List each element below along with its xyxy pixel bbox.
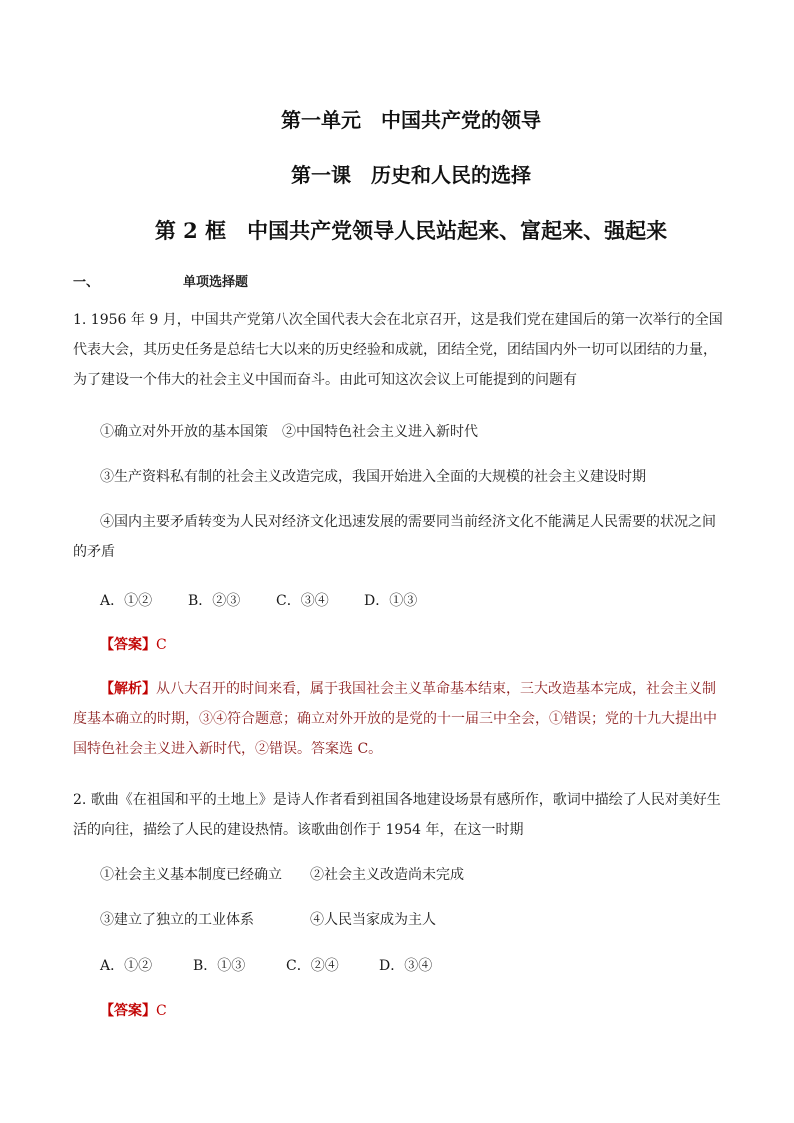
q1-stem: 1. 1956 年 9 月，中国共产党第八次全国代表大会在北京召开，这是我们党在建国后的第一次举行的全国代表大会，其历史任务是总结七大以来的历史经验和成就，团结全党，团结国内外一切可以团结的力量，为了建设一个伟大的社会主义中国而奋斗。由此可知这次会议上可能提到的问题有 [73,312,723,388]
q1-answer [100,634,167,654]
q2-answer [100,1000,167,1020]
q1-option-b: B．②③ [188,593,241,609]
q1-item-4: ④国内主要矛盾转变为人民对经济文化迅速发展的需要同当前经济文化不能满足人民需要的状况之间的矛盾 [73,514,716,560]
q2-option-d: D．③④ [379,958,433,974]
q2-items-3-4: ③建立了独立的工业体系 ④人民当家成为主人 [100,912,436,928]
answer-tag: 【答案】 [100,1003,156,1019]
q2-items-1-2: ①社会主义基本制度已经确立 ②社会主义改造尚未完成 [100,867,464,883]
q1-option-c: C．③④ [276,593,329,609]
q1-analysis [73,674,723,764]
answer-tag: 【答案】 [100,637,156,653]
section-number: 一、 [73,275,100,290]
q2-option-b: B．①③ [193,958,246,974]
q2-option-c: C．②④ [286,958,339,974]
lesson-title: 第一课 历史和人民的选择 [291,163,531,187]
section-name: 单项选择题 [183,275,249,290]
q2-options [100,955,432,975]
q1-option-d: D．①③ [364,593,418,609]
answer-value: C [156,1003,167,1019]
q1-option-a: A．①② [100,593,153,609]
q1-options [100,590,417,610]
section-heading [73,271,248,290]
unit-title: 第一单元 中国共产党的领导 [281,108,541,132]
q2-option-a: A．①② [100,958,153,974]
q2-stem: 2. 歌曲《在祖国和平的土地上》是诗人作者看到祖国各地建设场景有感所作，歌词中描绘了人民对美好生活的向往，描绘了人民的建设热情。该歌曲创作于 1954 年，在这一时期 [73,792,721,838]
analysis-tag: 【解析】 [100,681,156,697]
frame-title: 第 2 框 中国共产党领导人民站起来、富起来、强起来 [154,218,668,243]
answer-value: C [156,637,167,653]
q1-items-1-2: ①确立对外开放的基本国策 ②中国特色社会主义进入新时代 [100,424,478,440]
analysis-text: 从八大召开的时间来看，属于我国社会主义革命基本结束，三大改造基本完成，社会主义制度基本确立的时期，③④符合题意；确立对外开放的是党的十一届三中全会，①错误；党的十九大提出中国特色社会主义进入新时代，②错误。答案选 C。 [73,681,717,757]
q1-item-3: ③生产资料私有制的社会主义改造完成，我国开始进入全面的大规模的社会主义建设时期 [100,469,646,485]
